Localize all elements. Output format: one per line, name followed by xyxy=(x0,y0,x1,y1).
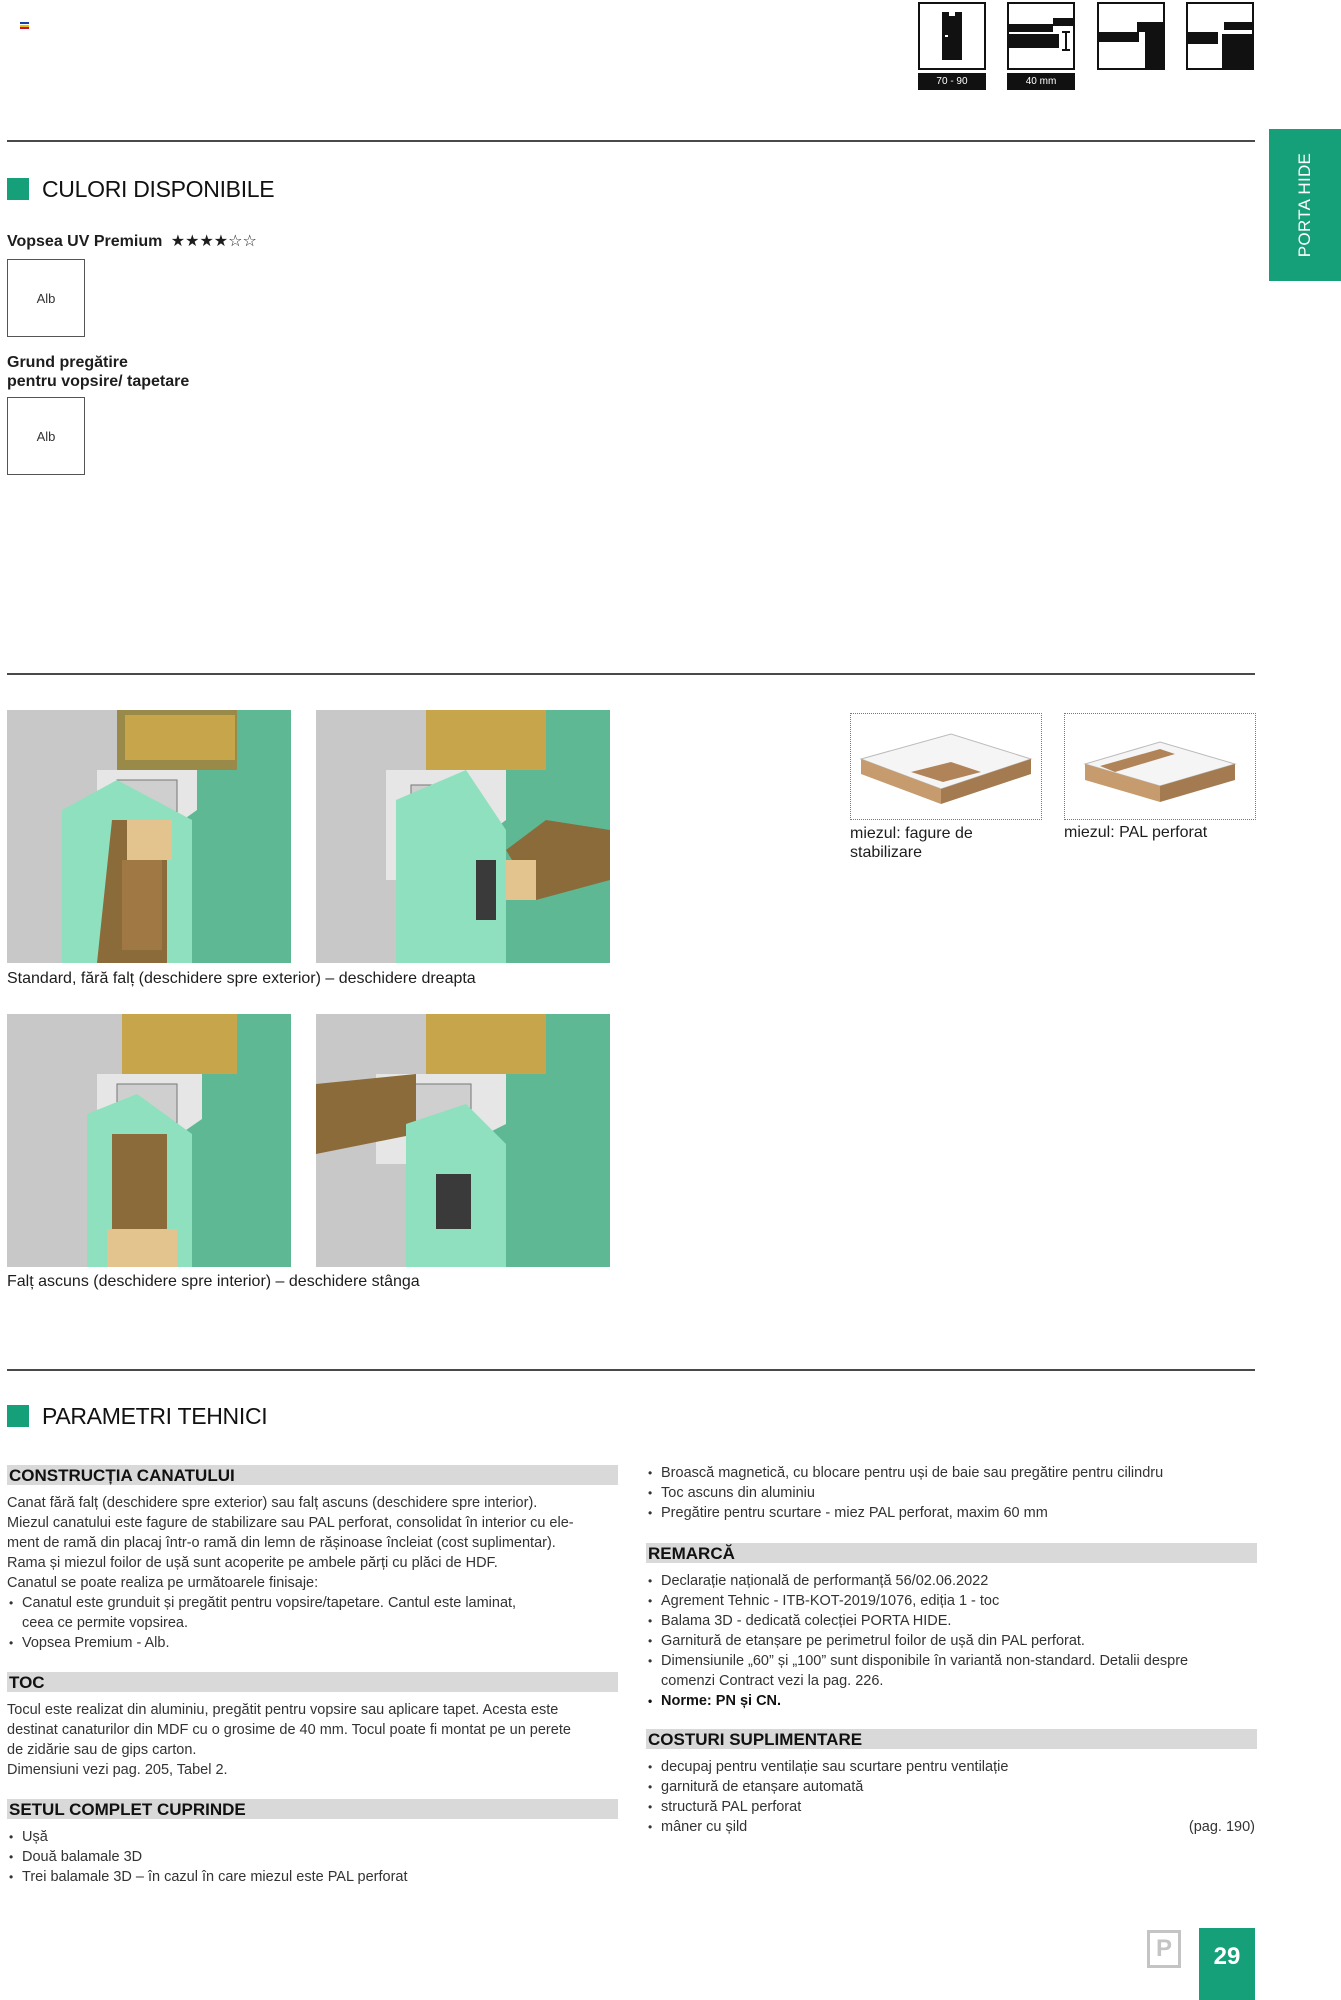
list-item: • Broască magnetică, cu blocare pentru uși de baie sau pregătire pentru cilindru xyxy=(646,1463,1256,1483)
list-item: • Vopsea Premium - Alb. xyxy=(7,1633,617,1653)
construction-text: Canat fără falț (deschidere spre exterior) sau falț ascuns (deschidere spre interior). Miezul canatului este fagure de stabilizare sau PAL perforat, consolidat în interior cu ele- ment de ramă din placaj într-o ramă din lemn de rășinoase încleiat (cost suplimentar). Rama și miezul foilor de ușă sunt acoperite pe ambele părți cu plăci de HDF. Canatul se poate realiza pe următoarele finisaje: • Canatul este grunduit și pregătit pentru vopsire/tapetare. Cantul este laminat, ceea ce permite vopsirea. • Vopsea Premium - Alb. xyxy=(7,1493,617,1653)
list-item: • Pregătire pentru scurtare - miez PAL perforat, maxim 60 mm xyxy=(646,1503,1256,1523)
door-section-photo-standard-2 xyxy=(316,710,610,963)
collection-tab xyxy=(1269,129,1341,281)
list-item: • Canatul este grunduit și pregătit pentru vopsire/tapetare. Cantul este laminat, ceea ce permite vopsirea. xyxy=(7,1593,617,1633)
remark-list xyxy=(646,1571,1256,1711)
core-honeycomb-image xyxy=(850,713,1042,820)
collection-tab-label: PORTA HIDE xyxy=(1295,152,1314,258)
core-particleboard-label: miezul: PAL perforat xyxy=(1064,824,1208,841)
list-item: • Balama 3D - dedicată colecției PORTA HIDE. xyxy=(646,1611,1256,1631)
swatch-label: Alb xyxy=(36,429,56,444)
list-item: • Dimensiunile „60” și „100” sunt disponibile în variantă non-standard. Detalii despre comenzi Contract vezi la pag. 226. xyxy=(646,1651,1256,1691)
section-title-params: PARAMETRI TEHNICI xyxy=(42,1403,268,1429)
section-marker-icon xyxy=(7,1405,29,1427)
primer-swatch-white[interactable] xyxy=(7,397,85,475)
list-item: • Agrement Tehnic - ITB-KOT-2019/1076, ediția 1 - toc xyxy=(646,1591,1256,1611)
door-section-photo-standard-1 xyxy=(7,710,291,963)
set-list-continued xyxy=(646,1463,1256,1523)
frame-profile-icon xyxy=(1097,2,1165,70)
door-leaf-icon xyxy=(918,2,986,70)
caption-hidden: Falț ascuns (deschidere spre interior) – deschidere stânga xyxy=(7,1273,420,1290)
core-honeycomb-label: miezul: fagure de stabilizare xyxy=(850,825,973,861)
list-item: • structură PAL perforat xyxy=(646,1797,1256,1817)
door-thickness-icon xyxy=(1007,2,1075,70)
toc-text: Tocul este realizat din aluminiu, pregătit pentru vopsire sau aplicare tapet. Acesta este destinat canaturilor din MDF cu o grosime de 40 mm. Tocul poate fi montat pe un perete de zidărie sau de gips carton. Dimensiuni vezi pag. 205, Tabel 2. xyxy=(7,1702,571,1778)
remark-header: REMARCĂ xyxy=(646,1543,1257,1563)
core-particleboard-image xyxy=(1064,713,1256,820)
divider xyxy=(7,140,1255,142)
page-reference: (pag. 190) xyxy=(1188,1819,1255,1835)
dim-width-tag: 70 - 90 xyxy=(918,73,986,90)
list-item: • mâner cu șild xyxy=(646,1817,1256,1837)
door-section-photo-hidden-2 xyxy=(316,1014,610,1267)
flag-icon xyxy=(20,22,29,29)
page-number: 29 xyxy=(1199,1928,1255,2000)
list-item: • Două balamale 3D xyxy=(7,1847,617,1867)
section-marker-icon xyxy=(7,178,29,200)
caption-standard: Standard, fără falț (deschidere spre exterior) – deschidere dreapta xyxy=(7,970,476,987)
brand-logo-icon: P xyxy=(1147,1930,1181,1968)
divider xyxy=(7,1369,1255,1371)
list-item: • garnitură de etanșare automată xyxy=(646,1777,1256,1797)
extra-costs-header: COSTURI SUPLIMENTARE xyxy=(646,1729,1257,1749)
construction-header: CONSTRUCȚIA CANATULUI xyxy=(7,1465,618,1485)
set-header: SETUL COMPLET CUPRINDE xyxy=(7,1799,618,1819)
list-item: • Ușă xyxy=(7,1827,617,1847)
set-list xyxy=(7,1827,617,1887)
divider xyxy=(7,673,1255,675)
hidden-rebate-icon xyxy=(1186,2,1254,70)
paint-label: Vopsea UV Premium ★★★★☆☆ xyxy=(7,233,257,250)
rating-stars-icon: ★★★★☆☆ xyxy=(170,233,257,250)
list-item: • Declarație națională de performanță 56/02.06.2022 xyxy=(646,1571,1256,1591)
primer-label: Grund pregătire pentru vopsire/ tapetare xyxy=(7,354,190,390)
color-swatch-white[interactable] xyxy=(7,259,85,337)
door-section-photo-hidden-1 xyxy=(7,1014,291,1267)
list-item: • Toc ascuns din aluminiu xyxy=(646,1483,1256,1503)
extra-costs-list xyxy=(646,1757,1256,1837)
dim-thickness-tag: 40 mm xyxy=(1007,73,1075,90)
section-title-colors: CULORI DISPONIBILE xyxy=(42,176,275,202)
list-item: • Trei balamale 3D – în cazul în care miezul este PAL perforat xyxy=(7,1867,617,1887)
swatch-label: Alb xyxy=(36,291,56,306)
list-item: • Garnitură de etanșare pe perimetrul foilor de ușă din PAL perforat. xyxy=(646,1631,1256,1651)
list-item: • decupaj pentru ventilație sau scurtare pentru ventilație xyxy=(646,1757,1256,1777)
toc-header: TOC xyxy=(7,1672,618,1692)
list-item: • Norme: PN și CN. xyxy=(646,1691,1256,1711)
